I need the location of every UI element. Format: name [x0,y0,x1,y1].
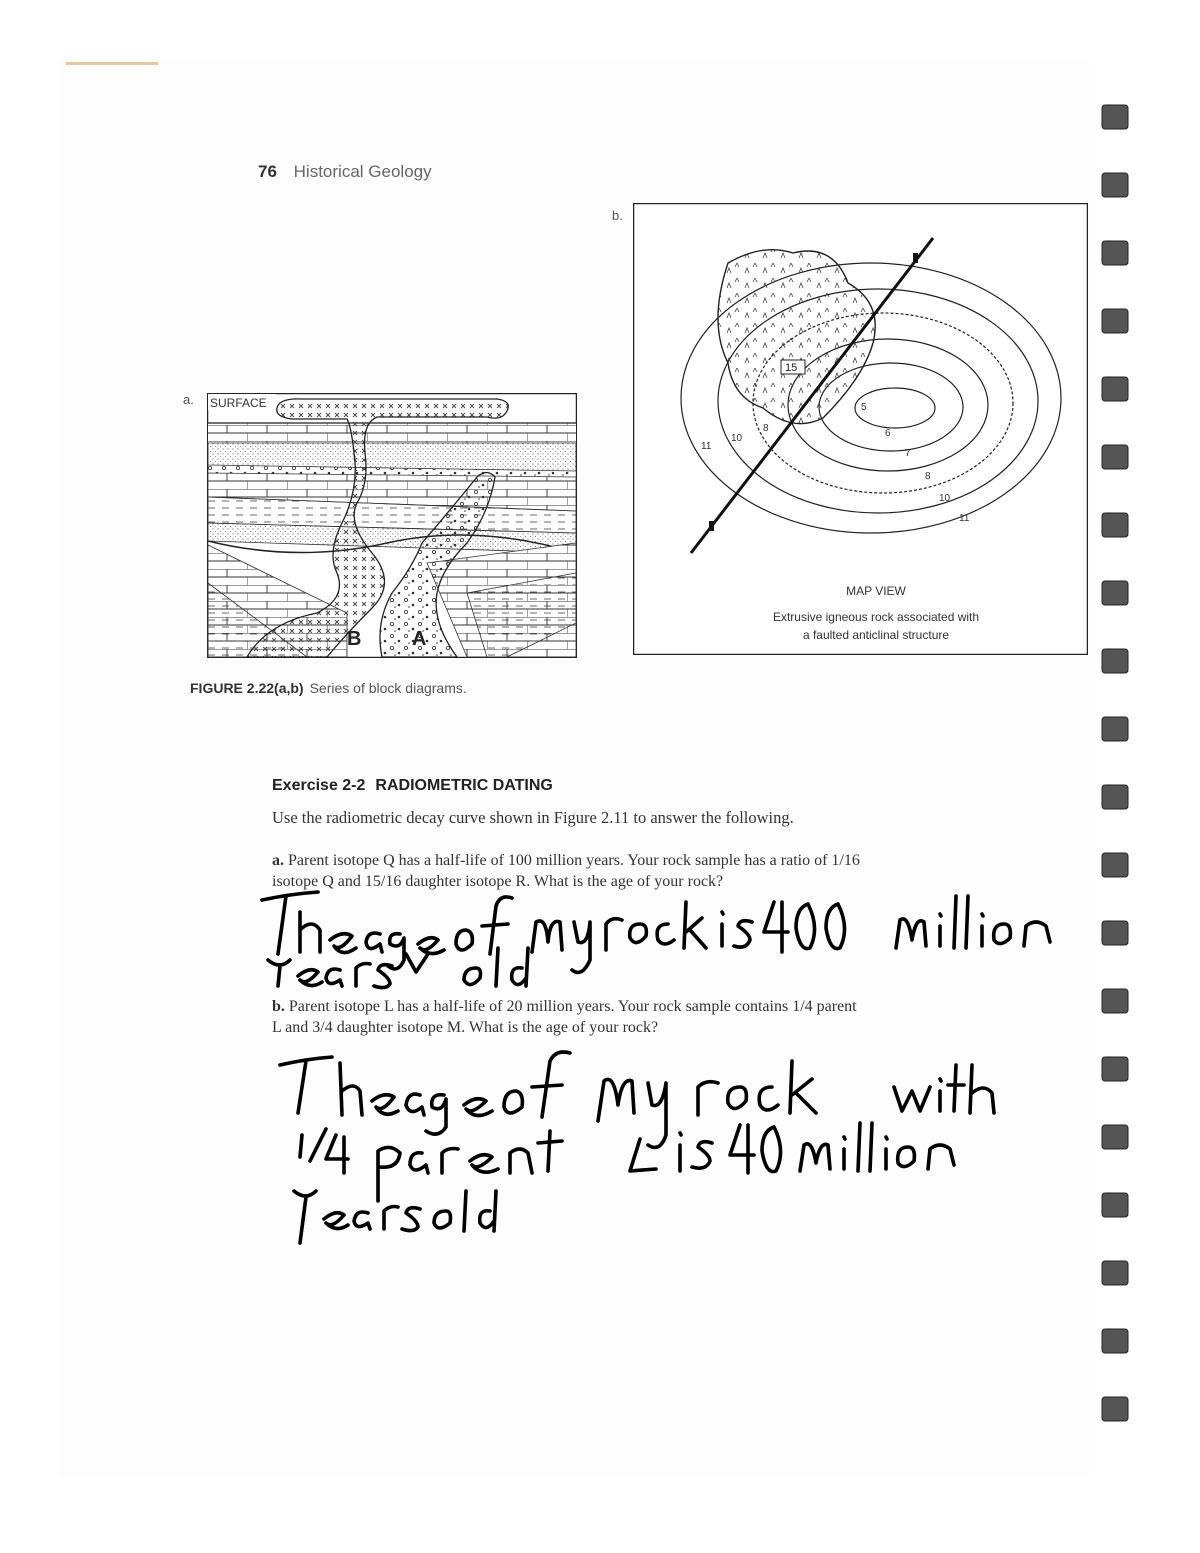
box-label: 15 [785,362,798,374]
figure-a-letter: a. [183,392,194,407]
handwritten-answer-a [260,882,1060,992]
figure-b-map-view [633,203,1088,655]
exercise-title: RADIOMETRIC DATING [375,777,553,794]
contour-label: 10 [731,433,743,444]
map-caption-line1: Extrusive igneous rock associated with [772,610,980,624]
question-a-letter: a. [272,852,284,869]
page-header [258,162,432,182]
exercise-number: Exercise 2-2 [272,777,366,794]
label-b: B [347,628,362,650]
contour-label: 8 [763,423,769,434]
exercise-heading [272,777,553,795]
spiral-binding [1094,95,1140,1455]
contour-label: 10 [939,493,951,504]
running-title: Historical Geology [293,162,432,181]
question-a-line2: isotope Q and 15/16 daughter isotope R. What is the age of your rock? [272,873,724,890]
question-b-line2: L and 3/4 daughter isotope M. What is the age of your rock? [272,1019,659,1036]
page-number: 76 [258,162,277,181]
question-b-line1: Parent isotope L has a half-life of 20 million years. Your rock sample contains 1/4 parent [288,998,857,1015]
figure-caption [190,680,467,696]
map-view-label: MAP VIEW [846,584,906,598]
question-b [272,996,1032,1038]
question-b-letter: b. [272,998,285,1015]
label-a: A [412,628,427,650]
figure-b-letter: b. [612,208,623,223]
figure-caption-text: Series of block diagrams. [309,680,467,696]
contour-label: 7 [905,448,911,459]
handwritten-answer-b [260,1035,1020,1255]
surface-label: SURFACE [210,396,267,410]
contour-label: 11 [701,441,712,452]
contour-label: 11 [959,513,970,524]
exercise-intro: Use the radiometric decay curve shown in Figure 2.11 to answer the following. [272,808,794,827]
question-a-line1: Parent isotope Q has a half-life of 100 million years. Your rock sample has a ratio of 1/16 [288,852,860,869]
contour-label: 5 [861,402,867,413]
contour-label: 6 [885,428,891,439]
figure-caption-label: FIGURE 2.22(a,b) [190,680,304,696]
top-rule [66,62,158,65]
figure-a-block-diagram [207,393,577,658]
map-caption-line2: a faulted anticlinal structure [802,628,950,642]
contour-label: 8 [925,471,931,482]
